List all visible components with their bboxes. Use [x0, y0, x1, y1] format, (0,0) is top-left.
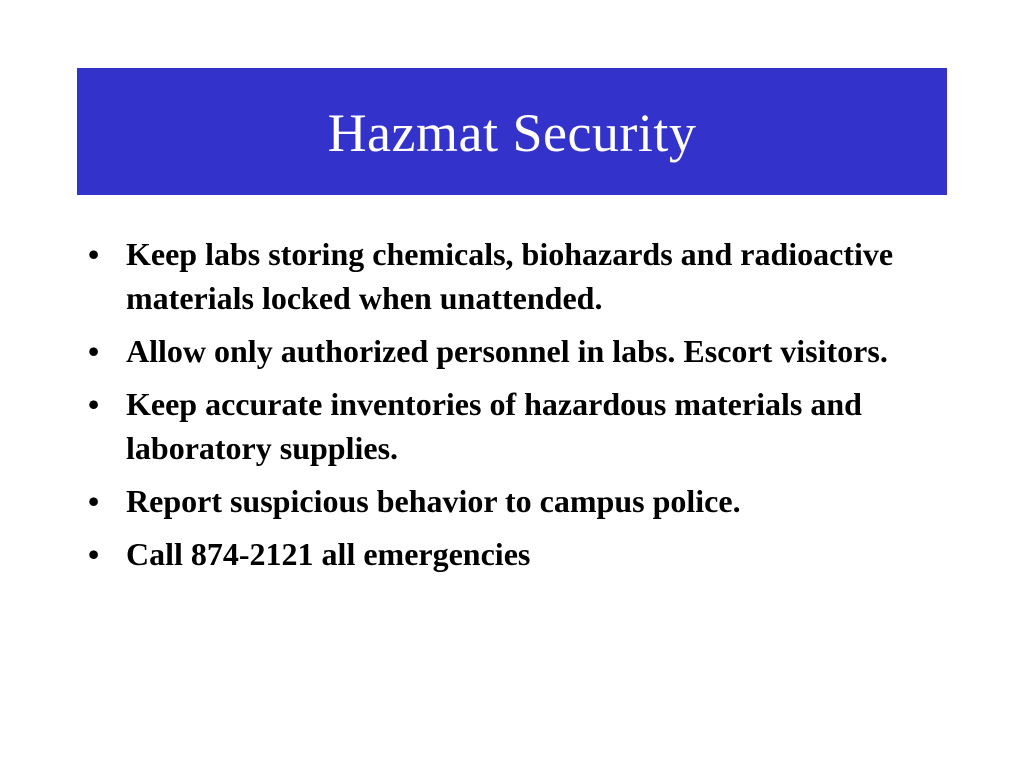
- bullet-text: Keep accurate inventories of hazardous materials and laboratory supplies.: [126, 386, 862, 466]
- bullet-text: Allow only authorized personnel in labs. Escort visitors.: [126, 333, 888, 369]
- list-item: [88, 479, 948, 523]
- bullet-icon: •: [88, 236, 100, 272]
- list-item: [88, 382, 948, 470]
- bullet-text: Call 874-2121 all emergencies: [126, 536, 531, 572]
- list-item: [88, 232, 948, 320]
- list-item: [88, 329, 948, 373]
- bullet-icon: •: [88, 333, 100, 369]
- slide-title: Hazmat Security: [327, 102, 697, 163]
- bullet-icon: •: [88, 483, 100, 519]
- bullet-text: Keep labs storing chemicals, biohazards and radioactive materials locked when unattended.: [126, 236, 894, 316]
- bullet-text: Report suspicious behavior to campus police.: [126, 483, 741, 519]
- bullet-icon: •: [88, 386, 100, 422]
- title-banner: [77, 68, 947, 195]
- bullet-icon: •: [88, 536, 100, 572]
- list-item: [88, 532, 948, 576]
- bullet-list: [88, 232, 948, 585]
